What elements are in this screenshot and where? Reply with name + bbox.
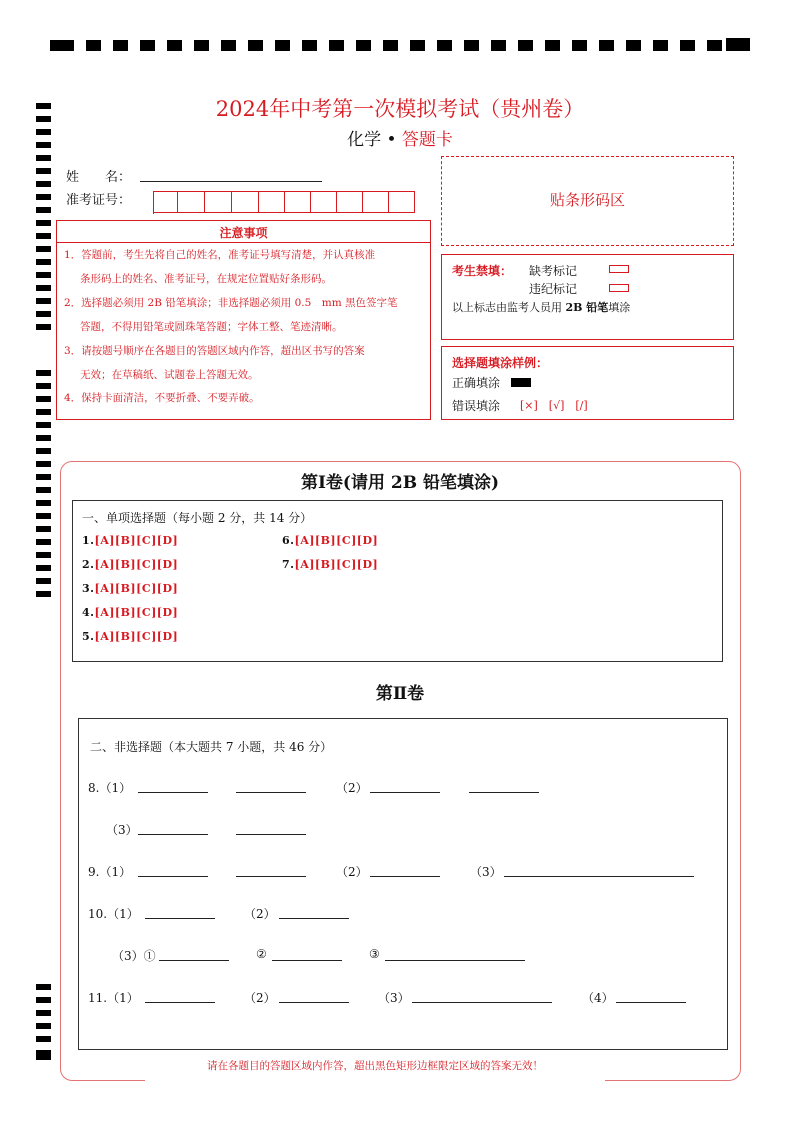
q10-2-blank[interactable] bbox=[279, 918, 349, 919]
timing-mark bbox=[36, 285, 51, 291]
timing-mark bbox=[36, 383, 51, 389]
q9-1-label: 9.（1） bbox=[88, 865, 132, 879]
notice-title: 注意事项 bbox=[219, 226, 268, 240]
notice-item: 3．请按题号顺序在各题目的答题区域内作答，超出区书写的答案 bbox=[64, 345, 365, 357]
timing-mark bbox=[36, 578, 51, 584]
q8-3-label: （3） bbox=[106, 823, 138, 837]
forbidden-note: 以上标志由监考人员用 2B 铅笔填涂 bbox=[452, 301, 631, 314]
timing-mark bbox=[36, 997, 51, 1003]
correct-label: 正确填涂 bbox=[452, 376, 501, 390]
q9-2-blank[interactable] bbox=[370, 876, 440, 877]
q10-3-blank-1[interactable] bbox=[159, 960, 229, 961]
timing-mark bbox=[36, 461, 51, 467]
timing-mark bbox=[36, 370, 51, 376]
absent-checkbox[interactable] bbox=[609, 265, 629, 273]
footer-warning: 请在各题目的答题区域内作答，超出黑色矩形边框限定区域的答案无效！ bbox=[207, 1060, 543, 1072]
notice-item: 无效；在草稿纸、试题卷上答题无效。 bbox=[80, 369, 259, 381]
question-1[interactable]: 1.[A][B][C][D] bbox=[82, 534, 179, 547]
absent-label: 缺考标记 bbox=[529, 264, 578, 278]
id-label: 准考证号： bbox=[66, 193, 132, 208]
timing-mark bbox=[36, 448, 51, 454]
timing-mark bbox=[36, 526, 51, 532]
timing-mark bbox=[36, 500, 51, 506]
timing-mark bbox=[36, 298, 51, 304]
timing-mark bbox=[36, 259, 51, 265]
timing-mark bbox=[36, 435, 51, 441]
timing-mark bbox=[36, 1023, 51, 1029]
q10-1-label: 10.（1） bbox=[88, 907, 139, 921]
q11-1-label: 11.（1） bbox=[88, 991, 139, 1005]
name-field[interactable] bbox=[140, 181, 322, 182]
question-3[interactable]: 3.[A][B][C][D] bbox=[82, 582, 179, 595]
wrong-label: 错误填涂 bbox=[452, 399, 501, 413]
notice-item: 答题，不得用铅笔或圆珠笔答题；字体工整、笔迹清晰。 bbox=[80, 321, 343, 333]
choice-section-title: 一、单项选择题（每小题 2 分，共 14 分） bbox=[82, 511, 313, 525]
violation-checkbox[interactable] bbox=[609, 284, 629, 292]
notice-item: 条形码上的姓名、准考证号，在规定位置贴好条形码。 bbox=[80, 273, 332, 285]
q11-2-label: （2） bbox=[244, 991, 276, 1005]
timing-mark bbox=[36, 194, 51, 200]
q10-2-label: （2） bbox=[244, 907, 276, 921]
timing-mark bbox=[36, 984, 51, 990]
q11-2-blank[interactable] bbox=[279, 1002, 349, 1003]
timing-mark bbox=[36, 539, 51, 545]
q9-3-label: （3） bbox=[470, 865, 502, 879]
timing-mark bbox=[36, 565, 51, 571]
name-label: 姓 名： bbox=[66, 170, 132, 185]
q8-2-blank-a[interactable] bbox=[370, 792, 440, 793]
timing-mark bbox=[36, 1036, 51, 1042]
question-4[interactable]: 4.[A][B][C][D] bbox=[82, 606, 179, 619]
barcode-label: 贴条形码区 bbox=[549, 191, 625, 209]
q11-4-label: （4） bbox=[582, 991, 614, 1005]
forbidden-title: 考生禁填： bbox=[452, 264, 513, 278]
id-number-boxes[interactable] bbox=[153, 191, 415, 214]
violation-label: 违纪标记 bbox=[529, 282, 578, 296]
timing-mark bbox=[36, 233, 51, 239]
question-6[interactable]: 6.[A][B][C][D] bbox=[282, 534, 379, 547]
q9-3-blank[interactable] bbox=[504, 876, 694, 877]
timing-mark bbox=[36, 311, 51, 317]
timing-mark bbox=[36, 1050, 51, 1060]
timing-mark bbox=[36, 513, 51, 519]
q8-3-blank-a[interactable] bbox=[138, 834, 208, 835]
q9-1-blank-b[interactable] bbox=[236, 876, 306, 877]
part2-title: 第Ⅱ卷 bbox=[375, 684, 425, 704]
q8-3-blank-b[interactable] bbox=[236, 834, 306, 835]
card-label: 答题卡 bbox=[401, 130, 453, 150]
notice-item: 4．保持卡面清洁，不要折叠、不要弄破。 bbox=[64, 392, 260, 404]
q10-3-blank-3[interactable] bbox=[385, 960, 525, 961]
filled-mark-sample bbox=[511, 378, 531, 387]
timing-mark bbox=[36, 422, 51, 428]
q9-2-label: （2） bbox=[336, 865, 368, 879]
subject-label: 化学 • bbox=[347, 130, 402, 150]
nonchoice-section-title: 二、非选择题（本大题共 7 小题，共 46 分） bbox=[90, 740, 333, 754]
q8-1-blank-a[interactable] bbox=[138, 792, 208, 793]
timing-mark bbox=[36, 155, 51, 161]
timing-mark bbox=[36, 246, 51, 252]
timing-mark bbox=[36, 207, 51, 213]
question-2[interactable]: 2.[A][B][C][D] bbox=[82, 558, 179, 571]
timing-mark bbox=[36, 324, 51, 330]
question-5[interactable]: 5.[A][B][C][D] bbox=[82, 630, 179, 643]
q11-4-blank[interactable] bbox=[616, 1002, 686, 1003]
wrong-marks: [×] [√] [/] bbox=[520, 399, 588, 412]
barcode-area bbox=[441, 156, 734, 246]
timing-mark bbox=[36, 409, 51, 415]
sample-title: 选择题填涂样例： bbox=[452, 356, 549, 370]
question-7[interactable]: 7.[A][B][C][D] bbox=[282, 558, 379, 571]
q8-2-label: （2） bbox=[336, 781, 368, 795]
q11-3-blank[interactable] bbox=[412, 1002, 552, 1003]
q11-1-blank[interactable] bbox=[145, 1002, 215, 1003]
timing-mark bbox=[36, 220, 51, 226]
q10-1-blank[interactable] bbox=[145, 918, 215, 919]
q8-1-label: 8.（1） bbox=[88, 781, 132, 795]
q10-3-label-3: ③ bbox=[369, 947, 380, 961]
q8-1-blank-b[interactable] bbox=[236, 792, 306, 793]
notice-item: 1．答题前，考生先将自己的姓名，准考证号填写清楚，并认真核准 bbox=[64, 249, 376, 261]
exam-title: 2024年中考第一次模拟考试（贵州卷） bbox=[215, 97, 585, 121]
q11-3-label: （3） bbox=[378, 991, 410, 1005]
timing-mark bbox=[36, 181, 51, 187]
q9-1-blank-a[interactable] bbox=[138, 876, 208, 877]
timing-mark bbox=[36, 552, 51, 558]
part1-title: 第Ⅰ卷(请用 2B 铅笔填涂) bbox=[300, 473, 500, 493]
q10-3-blank-2[interactable] bbox=[272, 960, 342, 961]
timing-mark bbox=[36, 396, 51, 402]
q10-3-label: （3）① bbox=[112, 949, 156, 963]
notice-item: 2．选择题必须用 2B 铅笔填涂；非选择题必须用 0.5 mm 黑色签字笔 bbox=[64, 297, 398, 309]
exam-subtitle bbox=[0, 125, 800, 150]
q8-2-blank-b[interactable] bbox=[469, 792, 539, 793]
timing-mark bbox=[36, 168, 51, 174]
timing-mark bbox=[36, 591, 51, 597]
timing-mark bbox=[36, 1010, 51, 1016]
q10-3-label-2: ② bbox=[256, 947, 267, 961]
timing-mark bbox=[36, 272, 51, 278]
